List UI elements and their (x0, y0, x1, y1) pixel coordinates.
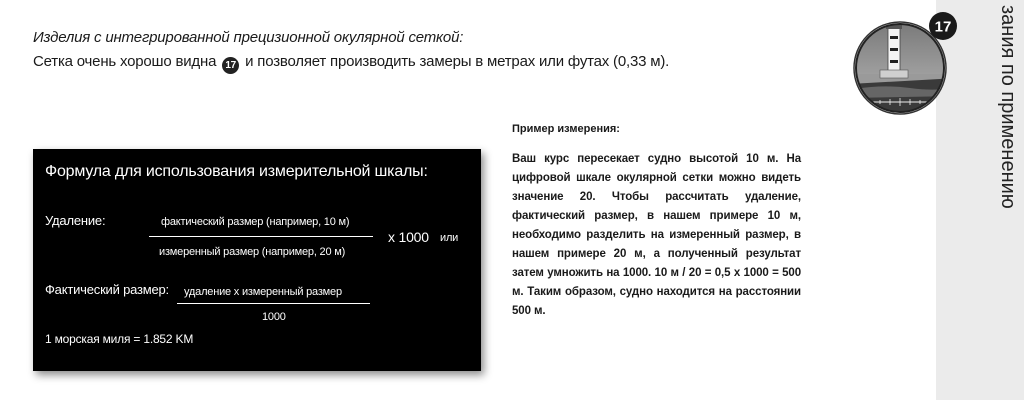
formula-box (33, 149, 481, 371)
distance-denominator: измеренный размер (например, 20 м) (159, 246, 346, 258)
distance-label: Удаление: (45, 213, 106, 228)
intro-text (33, 53, 669, 74)
example-title: Пример измерения: (512, 123, 620, 135)
actual-size-label: Фактический размер: (45, 282, 169, 297)
actual-size-numerator: удаление х измеренный размер (184, 286, 342, 298)
distance-numerator: фактический размер (например, 10 м) (161, 216, 350, 228)
multiplier: x 1000 (388, 229, 429, 245)
sidebar-number-badge: 17 (934, 18, 952, 36)
nautical-mile-note: 1 морская миля = 1.852 KM (45, 332, 194, 346)
formula-title: Формула для использования измерительной шкалы: (45, 163, 428, 180)
actual-size-fraction-line (177, 303, 370, 304)
intro-text-after: и позволяет производить замеры в метрах или футах (0,33 м). (245, 53, 670, 70)
intro-text-before: Сетка очень хорошо видна (33, 53, 217, 70)
intro-title: Изделия с интегрированной прецизионной окулярной сеткой: (33, 29, 464, 46)
distance-fraction-line (149, 236, 373, 237)
or-text: или (440, 232, 459, 244)
example-text: Ваш курс пересекает судно высотой 10 м. На цифровой шкале окулярной сетки можно видеть значение 20. Чтобы рассчитать удаление, фактический размер, в нашем примере 10 м, необходимо разделить на измеренный размер, в нашем примере 20 м, а полученный результат затем умножить на 1000. 10 м / 20 = 0,5 х 1000 = 500 м. Таким образом, судно находится на расстоянии 500 м. (512, 153, 801, 317)
actual-size-denominator: 1000 (262, 311, 286, 323)
lighthouse-medallion (850, 6, 958, 156)
section-side-label: зания по применению (997, 5, 1019, 209)
figure-number-badge: 17 (222, 57, 239, 74)
